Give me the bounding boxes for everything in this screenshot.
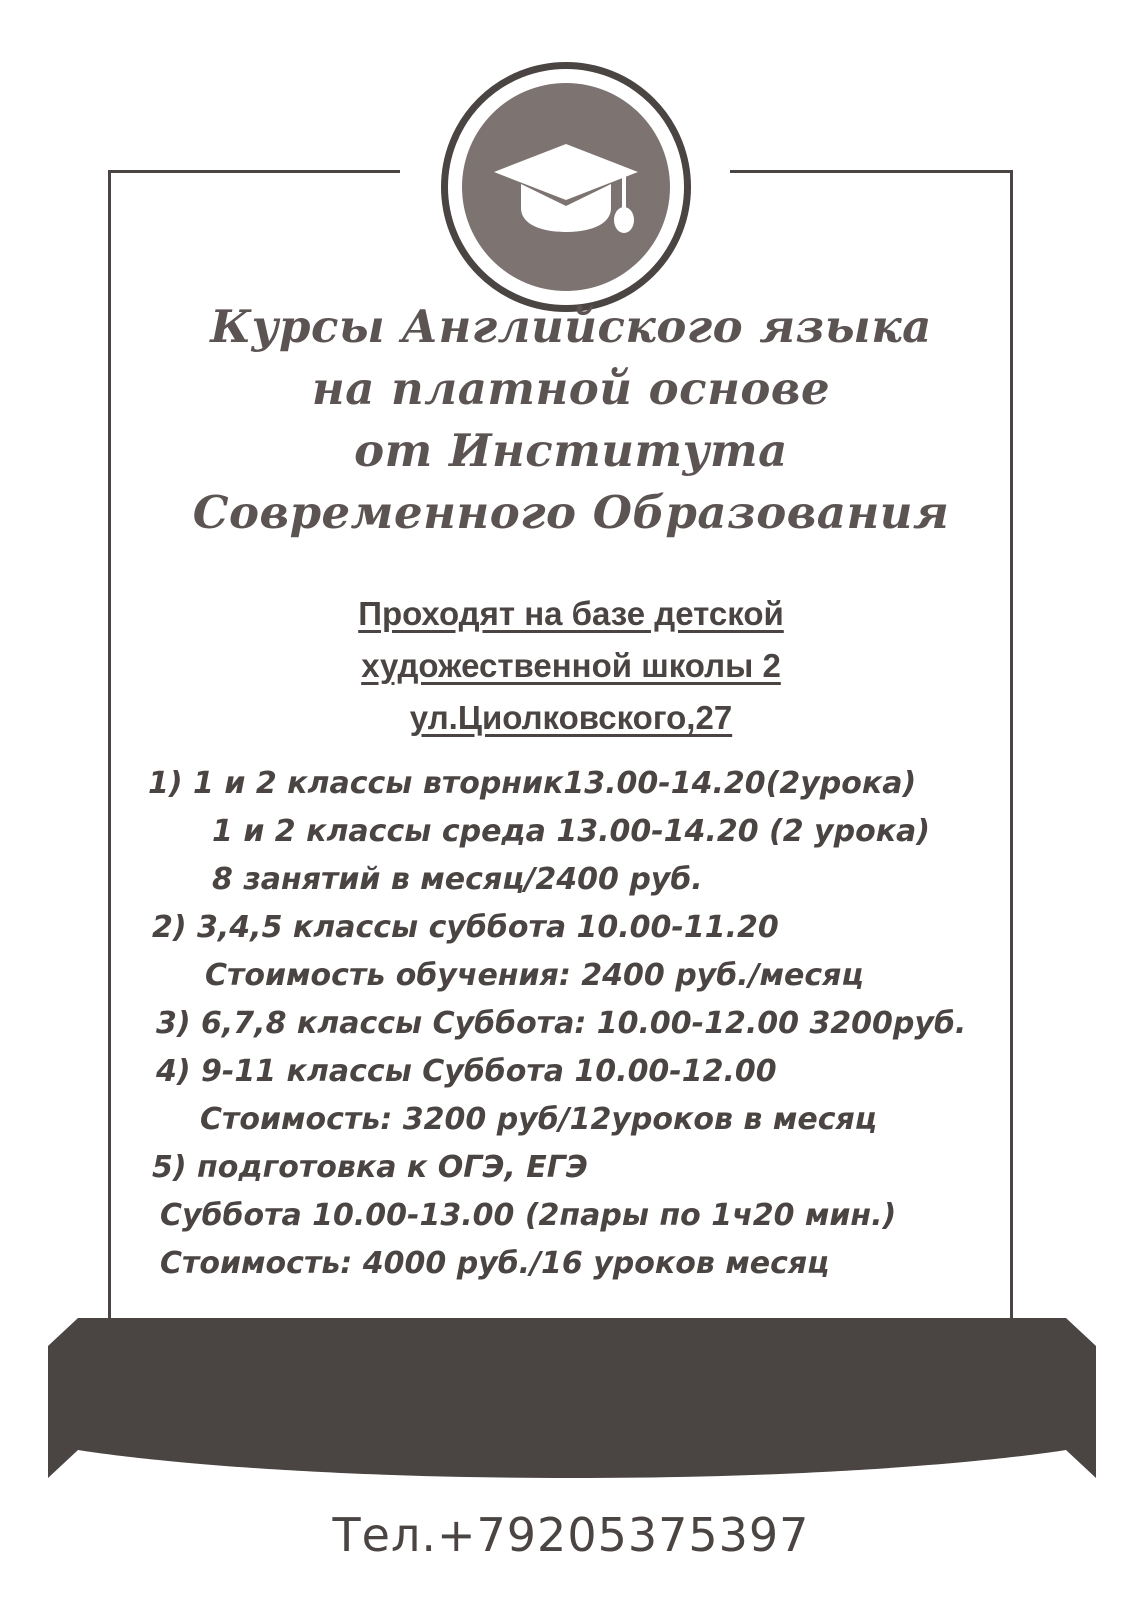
list-item: 5) подготовка к ОГЭ, ЕГЭ (152, 1150, 588, 1185)
list-item: 8 занятий в месяц/2400 руб. (212, 862, 703, 897)
title-line-4: Современного Образования (192, 486, 950, 539)
venue-block (0, 588, 1142, 744)
page-title (0, 296, 1142, 544)
venue-line-2: художественной школы 2 (361, 647, 781, 684)
ribbon-banner (0, 1300, 1142, 1490)
logo-badge (441, 62, 691, 312)
list-item: Суббота 10.00-13.00 (2пары по 1ч20 мин.) (160, 1198, 897, 1233)
title-line-3: от Института (354, 424, 788, 477)
list-item: 4) 9-11 классы Суббота 10.00-12.00 (156, 1054, 777, 1089)
list-item: 3) 6,7,8 классы Суббота: 10.00-12.00 3200руб. (156, 1006, 967, 1041)
list-item: Стоимость: 4000 руб./16 уроков месяц (160, 1246, 830, 1281)
list-item: 2) 3,4,5 классы суббота 10.00-11.20 (152, 910, 779, 945)
graduation-cap-icon (491, 132, 641, 242)
title-line-1: Курсы Английского языка (210, 300, 932, 353)
list-item: Стоимость обучения: 2400 руб./месяц (205, 958, 864, 993)
venue-line-1: Проходят на базе детской (358, 595, 784, 632)
phone-number: Тел.+79205375397 (332, 1508, 810, 1562)
offers-list (0, 760, 1142, 1288)
title-line-2: на платной основе (311, 362, 831, 415)
list-item: 1) 1 и 2 классы вторник13.00-14.20(2урока) (148, 766, 917, 801)
list-item: Стоимость: 3200 руб/12уроков в месяц (200, 1102, 877, 1137)
logo-disc (462, 83, 670, 291)
list-item: 1 и 2 классы среда 13.00-14.20 (2 урока) (212, 814, 931, 849)
venue-line-3: ул.Циолковского,27 (409, 699, 733, 736)
